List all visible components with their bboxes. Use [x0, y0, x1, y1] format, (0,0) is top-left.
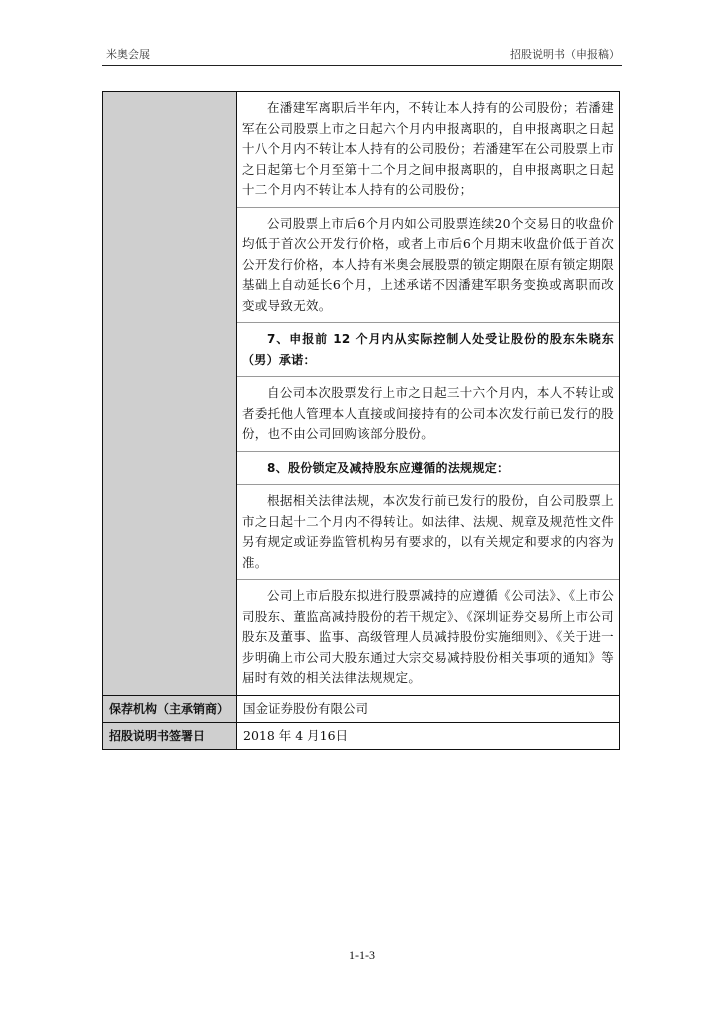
header-company: 米奥会展 [106, 48, 150, 61]
sponsor-label: 保荐机构（主承销商） [103, 696, 237, 722]
table-row-sponsor [103, 696, 619, 723]
header-doc-title: 招股说明书（申报稿） [510, 48, 620, 61]
page-number: 1-1-3 [349, 948, 375, 962]
header-rule [102, 65, 622, 66]
table-row-commitments [103, 92, 619, 696]
paragraph: 公司上市后股东拟进行股票减持的应遵循《公司法》、《上市公司股东、董监高减持股份的若干规定》、《深圳证券交易所上市公司股东及董事、监事、高级管理人员减持股份实施细则》、《关于进一步明确上市公司大股东通过大宗交易减持股份相关事项的通知》等届时有效的相关法律法规规定。 [242, 588, 614, 685]
sponsor-value: 国金证券股份有限公司 [243, 700, 369, 716]
table-row-sign-date [103, 723, 619, 749]
sign-date-value: 2018 年 4 月16日 [243, 727, 349, 743]
section-heading: 8、股份锁定及减持股东应遵循的法规规定： [237, 452, 619, 486]
commitments-cell [237, 92, 619, 695]
paragraph: 根据相关法律法规，本次发行前已发行的股份，自公司股票上市之日起十二个月内不得转让。如法律、法规、规章及规范性文件另有规定或证券监管机构另有要求的，以有关规定和要求的内容为准。 [237, 485, 619, 580]
info-table [102, 91, 620, 750]
section-heading: 7、申报前 12 个月内从实际控制人处受让股份的股东朱晓东（男）承诺： [237, 323, 619, 377]
paragraph: 公司股票上市后6个月内如公司股票连续20个交易日的收盘价均低于首次公开发行价格，或者上市后6个月期末收盘价低于首次公开发行价格，本人持有米奥会展股票的锁定期限在原有锁定期限基础上自动延长6个月，上述承诺不因潘建军职务变换或离职而改变或导致无效。 [237, 208, 619, 324]
sign-date-label: 招股说明书签署日 [103, 723, 237, 749]
paragraph: 自公司本次股票发行上市之日起三十六个月内，本人不转让或者委托他人管理本人直接或间接持有的公司本次发行前已发行的股份，也不由公司回购该部分股份。 [237, 377, 619, 452]
table-label-cell-empty [103, 92, 237, 695]
paragraph: 在潘建军离职后半年内，不转让本人持有的公司股份；若潘建军在公司股票上市之日起六个月内申报离职的，自申报离职之日起十八个月内不转让本人持有的公司股份；若潘建军在公司股票上市之日起第七个月至第十二个月之间申报离职的，自申报离职之日起十二个月内不转让本人持有的公司股份； [237, 92, 619, 208]
